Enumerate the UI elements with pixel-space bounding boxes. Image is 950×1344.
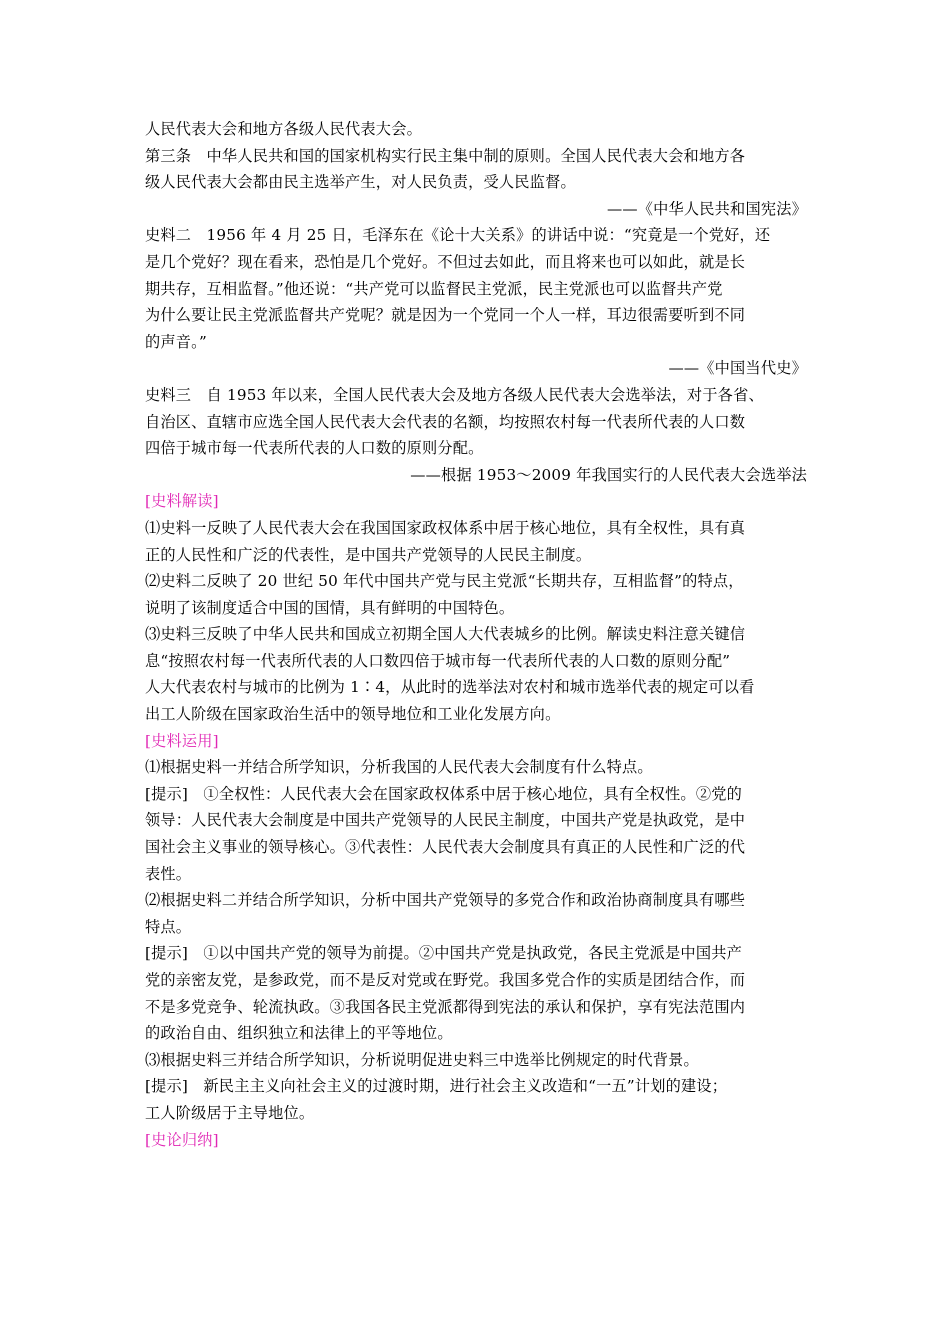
text-line: 人民代表大会和地方各级人民代表大会。 bbox=[145, 120, 422, 138]
text-line: 自治区、直辖市应选全国人民代表大会代表的名额，均按照农村每一代表所代表的人口数 bbox=[145, 412, 746, 431]
hint-line: [提示] 新民主主义向社会主义的过渡时期，进行社会主义改造和“一五”计划的建设； bbox=[145, 1077, 728, 1096]
text-line: 领导：人民代表大会制度是中国共产党领导的人民民主制度，中国共产党是执政党，是中 bbox=[145, 811, 746, 830]
hint-line: [提示] ①以中国共产党的领导为前提。②中国共产党是执政党，各民主党派是中国共产 bbox=[145, 944, 742, 963]
document-page bbox=[145, 116, 807, 1153]
source-2-line: 史料二 1956 年 4 月 25 日，毛泽东在《论十大关系》的讲话中说：“究竟是一个党好，还 bbox=[145, 226, 771, 245]
text-line: 党的亲密友党，是参政党，而不是反对党或在野党。我国多党合作的实质是团结合作，而 bbox=[145, 971, 746, 989]
text-line: 四倍于城市每一代表所代表的人口数的原则分配。 bbox=[145, 439, 484, 458]
text-line: 人大代表农村与城市的比例为 1∶4，从此时的选举法对农村和城市选举代表的规定可以看 bbox=[145, 678, 755, 697]
text-line: 国社会主义事业的领导核心。③代表性：人民代表大会制度具有真正的人民性和广泛的代 bbox=[145, 838, 746, 857]
question-item: ⑴根据史料一并结合所学知识，分析我国的人民代表大会制度有什么特点。 bbox=[145, 758, 653, 777]
interpretation-item: ⑶史料三反映了中华人民共和国成立初期全国人大代表城乡的比例。解读史料注意关键信 bbox=[145, 625, 746, 644]
text-line: 期共存，互相监督。”他还说：“共产党可以监督民主党派，民主党派也可以监督共产党 bbox=[145, 279, 723, 298]
text-line: 正的人民性和广泛的代表性，是中国共产党领导的人民民主制度。 bbox=[145, 545, 592, 564]
section-heading-interpretation: [史料解读] bbox=[145, 492, 219, 511]
text-line: 级人民代表大会都由民主选举产生，对人民负责，受人民监督。 bbox=[145, 173, 576, 192]
text-line: 是几个党好？现在看来，恐怕是几个党好。不但过去如此，而且将来也可以如此，就是长 bbox=[145, 252, 746, 271]
article-3-line: 第三条 中华人民共和国的国家机构实行民主集中制的原则。全国人民代表大会和地方各 bbox=[145, 146, 746, 165]
source-citation: ——《中国当代史》 bbox=[668, 359, 807, 378]
text-line: 说明了该制度适合中国的国情，具有鲜明的中国特色。 bbox=[145, 598, 515, 617]
source-citation: ——《中华人民共和国宪法》 bbox=[606, 199, 807, 218]
text-line: 为什么要让民主党派监督共产党呢？就是因为一个党同一个人一样，耳边很需要听到不同 bbox=[145, 306, 746, 325]
text-line: 的政治自由、组织独立和法律上的平等地位。 bbox=[145, 1024, 453, 1043]
text-line: 特点。 bbox=[145, 917, 192, 936]
text-line: 出工人阶级在国家政治生活中的领导地位和工业化发展方向。 bbox=[145, 705, 561, 724]
text-line: 的声音。” bbox=[145, 332, 207, 351]
section-heading-application: [史料运用] bbox=[145, 731, 219, 750]
hint-line: [提示] ①全权性：人民代表大会在国家政权体系中居于核心地位，具有全权性。②党的 bbox=[145, 784, 742, 803]
interpretation-item: ⑴史料一反映了人民代表大会在我国国家政权体系中居于核心地位，具有全权性，具有真 bbox=[145, 518, 746, 537]
interpretation-item: ⑵史料二反映了 20 世纪 50 年代中国共产党与民主党派“长期共存，互相监督”的特点， bbox=[145, 572, 744, 591]
text-line: 不是多党竞争、轮流执政。③我国各民主党派都得到宪法的承认和保护，享有宪法范围内 bbox=[145, 997, 746, 1016]
source-citation: ——根据 1953～2009 年我国实行的人民代表大会选举法 bbox=[410, 465, 807, 484]
text-line: 息“按照农村每一代表所代表的人口数四倍于城市每一代表所代表的人口数的原则分配” bbox=[145, 651, 731, 670]
text-line: 工人阶级居于主导地位。 bbox=[145, 1103, 315, 1122]
question-item: ⑵根据史料二并结合所学知识，分析中国共产党领导的多党合作和政治协商制度具有哪些 bbox=[145, 891, 746, 910]
question-item: ⑶根据史料三并结合所学知识，分析说明促进史料三中选举比例规定的时代背景。 bbox=[145, 1050, 699, 1069]
section-heading-summary: [史论归纳] bbox=[145, 1130, 219, 1149]
source-3-line: 史料三 自 1953 年以来，全国人民代表大会及地方各级人民代表大会选举法，对于各省、 bbox=[145, 385, 764, 404]
text-line: 表性。 bbox=[145, 864, 192, 883]
